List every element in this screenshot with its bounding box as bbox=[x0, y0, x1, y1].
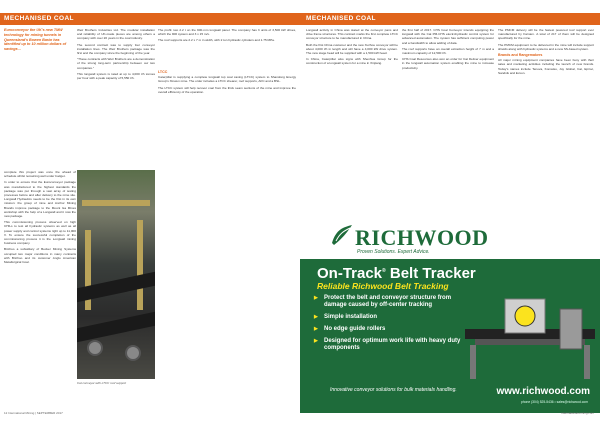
left-column-1 bbox=[4, 170, 76, 405]
left-column-3 bbox=[158, 68, 296, 408]
trademark: ® bbox=[382, 268, 386, 274]
ad-contact-info: phone (304) 525-5436 • sales@richwood.com bbox=[521, 400, 588, 404]
section-title-bar: MECHANISED COAL bbox=[0, 13, 300, 25]
ad-bullet-list bbox=[314, 295, 464, 357]
ad-subtitle: Reliable Richwood Belt Tracking bbox=[317, 281, 449, 291]
paragraph: Both the first China customer and the new Xuzhou conveyor will be about 4,000 t/h in length and will have a 4,000 kW drive system. The new stage head will be supplied with a 1,500 kW head. bbox=[306, 42, 398, 56]
ad-title bbox=[317, 265, 476, 282]
ad-title-main: On-Track bbox=[317, 265, 383, 282]
left-column-2 bbox=[77, 28, 155, 168]
subheading: LTCC bbox=[158, 70, 168, 74]
right-column-1 bbox=[306, 28, 398, 211]
paragraph: The profit: two 2.2 t on the 900-mm longwall panel. The company has 3 units of 3,500 kW drives, which the 900 system and 3 x 15 m/s. bbox=[158, 28, 296, 37]
right-column-2 bbox=[402, 28, 494, 211]
brand-tagline: Proven Solutions. Expert Advice. bbox=[357, 249, 430, 255]
paragraph: The roof supports have an overall extraction height of 7 m and a maximum capacity of 12,500 t/h. bbox=[402, 46, 494, 56]
ad-bullet: ▶ Simple installation bbox=[314, 314, 464, 321]
paragraph: Caterpillar is supplying a complete longwall top coal caving (LTCC) system to Shandong Energy Group's Xinwen mine. The order includes a LTCC shearer, roof supports, AFC and a BSL. bbox=[158, 75, 296, 84]
paragraph: Brichoo a subsidiary of Becker Mining Systems occupied two major conditions in many contracts with Brichoo and its customer Anglo American Metallurgical Coal. bbox=[4, 247, 76, 265]
paragraph: All major mining equipment companies have been busy with their sales and marketing activities including the launch of new brands. Today's names include Tenova, Komatsu, Joy Global, Cat, Epiroc, Sandvik and Exxon. bbox=[498, 58, 594, 75]
roller bbox=[125, 345, 141, 361]
right-page bbox=[300, 0, 600, 421]
ad-bullet: ▶ Protect the belt and conveyor structure from damage caused by off-center tracking bbox=[314, 295, 464, 309]
brand-name: RICHWOOD bbox=[355, 225, 489, 250]
conveyor-belt bbox=[77, 312, 155, 343]
paragraph: In China, Caterpillar also signs with Shenhua Group for the construction of a longwall system for a mine in Xinjiang. bbox=[306, 57, 398, 66]
subheading: Brands and Rangemakers bbox=[498, 53, 543, 58]
paragraph: "These contracts with Weir Brothers are a demonstration of the strong long-term partnership between our two companies." bbox=[77, 57, 155, 70]
photo-caption: Cat conveyor with LTCC roof support bbox=[77, 381, 127, 385]
paragraph: The second contract was to supply four conveyor installation lines. The Weir Brothers package was the first and the company since the beginning of the year. bbox=[77, 42, 155, 56]
support-frame bbox=[82, 200, 150, 206]
paragraph: complete this project was once the ahead of schedule whilst remaining well under budget. bbox=[4, 170, 76, 179]
paragraph: The roof supports are 2.2 x 7 m in width, with 2 ton hydraulic cylinders and 1.75 MPa. bbox=[158, 38, 275, 43]
roller bbox=[87, 340, 103, 356]
right-column-3 bbox=[498, 28, 594, 211]
richwood-advertisement[interactable] bbox=[300, 213, 600, 413]
paragraph: This longwall system is rated at up to 4,000 t/h tonnes per hour with a peak capacity of 5,550 t/h. bbox=[77, 71, 155, 81]
paragraph: the first half of 2017. CHS Coal Conveyor intends equipping the longwall with the Cat PM-CHS electrohydraulic control system for advanced automation. The system has sufficient computing power and a bandwidth to allow adding of data. bbox=[402, 28, 494, 45]
paragraph: This commissioning process observed on high CHILs to test all hydraulic systems as well as all power supply and control systems right up to 11,000 V. To ensure the successful completion of the commissioning process it is the Longwall mining business company. bbox=[4, 220, 76, 246]
longwall-photo bbox=[77, 170, 155, 379]
belt-tracker-product-image bbox=[465, 289, 595, 381]
paragraph: In order to ensure that the Euroconveyor package was manufactured to the highest standards the package was put through a vast array of testing processes before and after delivery to the mine site. Longwall Hydraulics needs to be the first in its own mission: the group of mine and Anchor Mining Brands improve package to the Mount Isa Mines workshop with the help of a Longwall and it now the new package. bbox=[4, 180, 76, 219]
page-footer: international-mining.com bbox=[561, 411, 594, 415]
paragraph: CHS Coal Resources also won an order for Cat Deliver equipment in the longwall automation system enabling the mine to increase productivity. bbox=[402, 57, 494, 70]
paragraph: The PMCM delivery will be the fastest powered roof support ever manufactured by Farnam. A total of 217 of them will be designed specifically for the mine. bbox=[498, 28, 594, 41]
intro-text: Euroconveyor the UK's new TMW technology for mining tunnels in Queensland's Bowen Basin has identified up to 10 million dollars of savings… bbox=[4, 28, 67, 52]
ad-bullet: ▶ No edge guide rollers bbox=[314, 326, 464, 333]
ad-website-link[interactable]: www.richwood.com bbox=[496, 386, 590, 397]
section-title-bar: MECHANISED COAL bbox=[300, 13, 600, 25]
ad-title-rest: Belt Tracker bbox=[385, 265, 476, 282]
support-leg bbox=[137, 220, 143, 310]
paragraph: Weir Brothers Industries Ltd. The modular installation and reliability of UK-made pieces are among others a company with over 20 years in the coal industry. bbox=[77, 28, 155, 41]
paragraph: The LTCC system will help recover coal from the thick seam sections of the mine and improve the overall efficiency of the operation. bbox=[158, 85, 296, 94]
richwood-logo-icon bbox=[330, 223, 354, 247]
page-footer: 12 International Mining | SEPTEMBER 2017 bbox=[4, 411, 63, 415]
paragraph: Longwall activity in China was stated at the conveyor pans and drive frame structures. This contract marks the first complete LTCC conveyor structure to be manufactured in China. bbox=[306, 28, 398, 41]
ad-bullet: ▶ Designed for optimum work life with heavy duty components bbox=[314, 338, 464, 352]
ad-logo-row bbox=[300, 213, 600, 259]
left-column-3-top bbox=[158, 28, 296, 68]
paragraph: The PMCM equipment to be delivered in the mine will include support shields along with hydraulic systems and a new SS-based system. bbox=[498, 42, 594, 51]
ad-footer-text: Innovative conveyor solutions for bulk materials handling. bbox=[330, 387, 457, 393]
